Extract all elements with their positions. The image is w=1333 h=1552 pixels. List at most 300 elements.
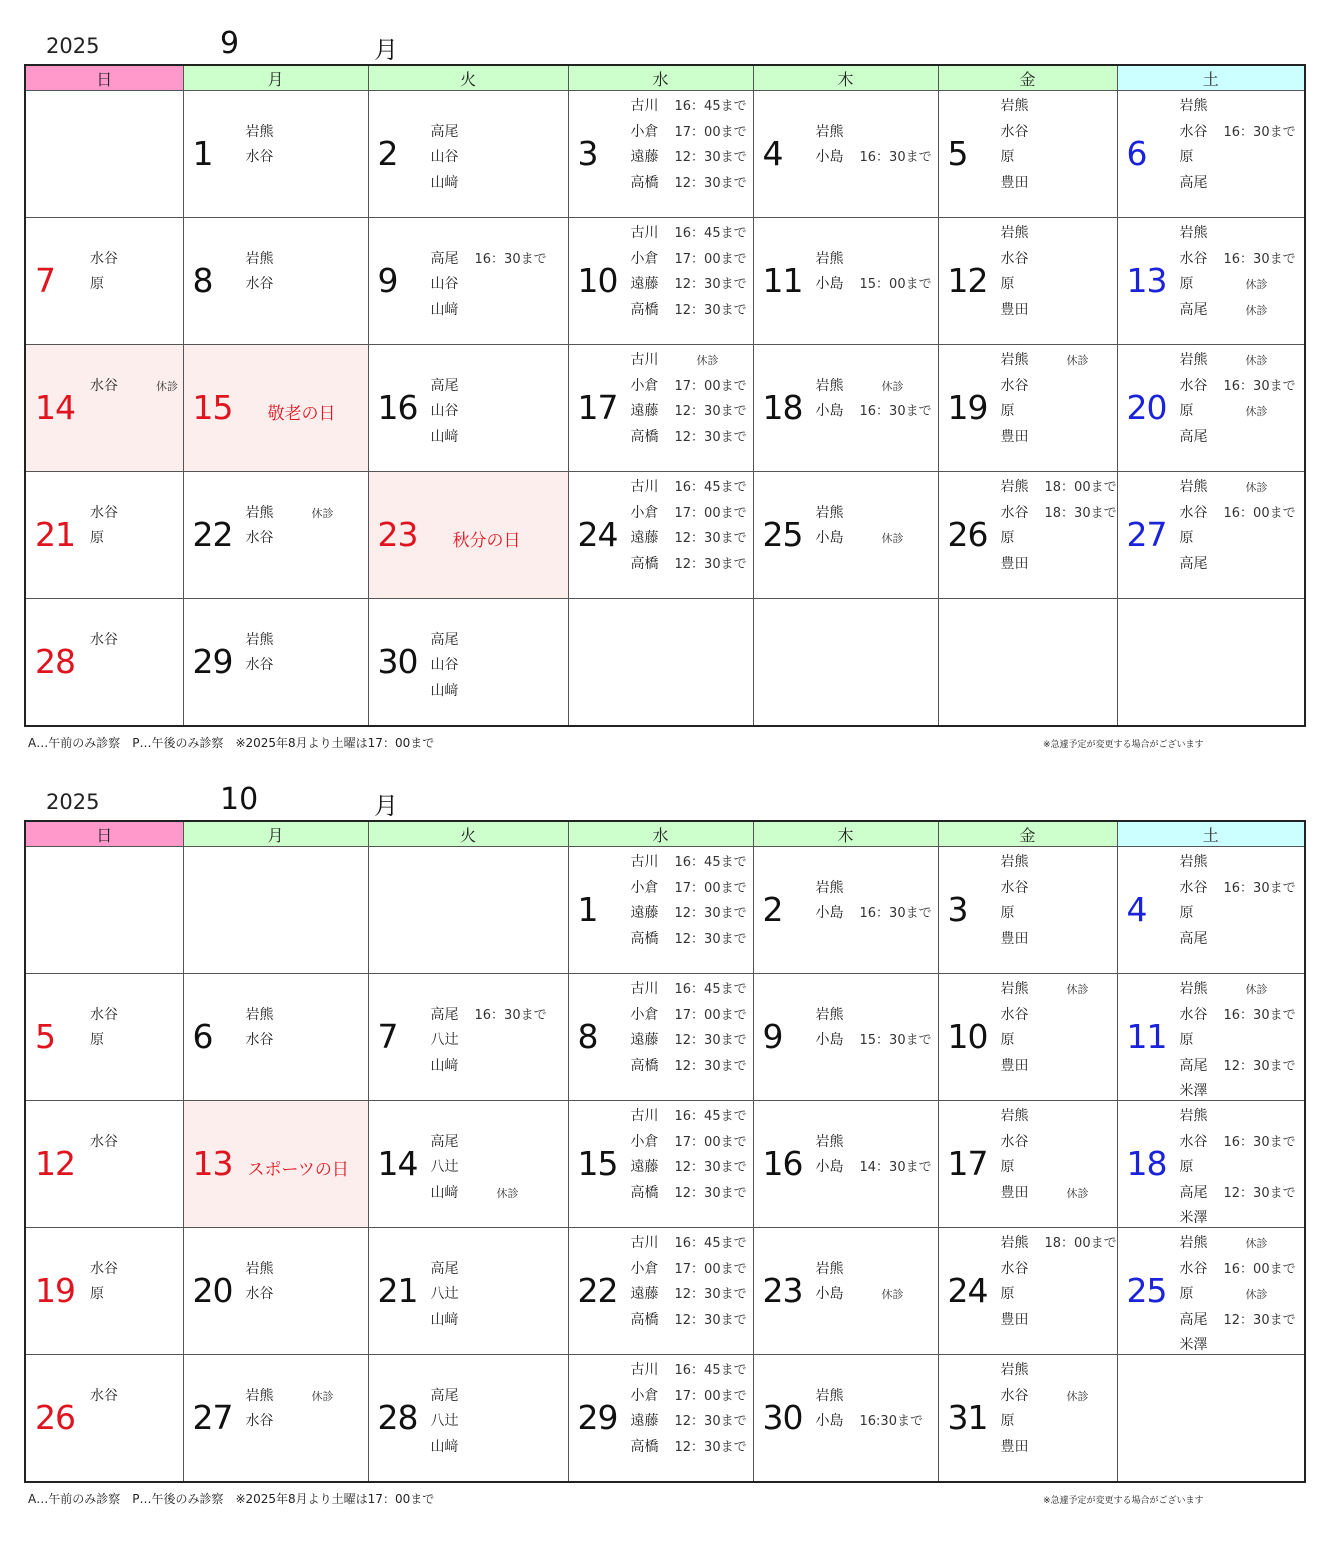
month-grid (24, 64, 1306, 727)
doctor-entry (631, 926, 747, 952)
doctor-name: 岩熊 (245, 1260, 274, 1277)
day-number: 27 (192, 1398, 233, 1437)
doctor-name: 岩熊 (815, 377, 844, 394)
doctor-entry (816, 398, 932, 424)
doctor-name: 遠藤 (630, 1159, 659, 1175)
day-cell-content (1118, 345, 1305, 471)
hours-note: 17：00まで (674, 880, 747, 896)
holiday-name: 秋分の日 (452, 531, 521, 551)
day-cell-content (369, 1355, 568, 1481)
holiday-name: スポーツの日 (247, 1160, 349, 1180)
doctor-entry (1180, 119, 1296, 145)
hours-note: 16：45まで (674, 99, 747, 114)
doctor-name: 水谷 (90, 250, 118, 267)
footer-note-legend: A…午前のみ診察 P…午後のみ診察 ※2025年8月より土曜は17：00まで (28, 1492, 435, 1506)
day-cell (753, 472, 938, 599)
day-number: 26 (947, 515, 988, 554)
day-number: 9 (377, 261, 398, 300)
hours-note: 17：00まで (674, 505, 747, 521)
doctor-name: 山谷 (430, 276, 459, 292)
calendar-header (0, 28, 1333, 64)
doctor-name: 水谷 (1000, 123, 1029, 140)
doctor-entry (1180, 500, 1296, 526)
empty-cell (938, 599, 1117, 727)
doctor-name: 小島 (815, 1413, 844, 1429)
doctor-name: 小島 (815, 276, 844, 292)
doctor-entry (1180, 297, 1268, 323)
doctor-entry (246, 1002, 290, 1028)
doctor-name: 岩熊 (1179, 854, 1208, 870)
doctor-name: 水谷 (90, 1133, 118, 1150)
hours-note: 18：30まで (1044, 505, 1117, 521)
doctor-name: 水谷 (1179, 879, 1208, 896)
doctor-name: 豊田 (1000, 930, 1029, 947)
day-cell (938, 345, 1117, 472)
doctor-entry (1001, 1230, 1117, 1256)
weekday-mon: 月 (183, 65, 368, 91)
doctor-entry (1180, 398, 1268, 424)
holiday-name: 敬老の日 (267, 404, 336, 424)
doctor-entry (1001, 1408, 1045, 1434)
doctor-name: 小島 (815, 149, 844, 165)
closed-note: 休診 (881, 1288, 904, 1301)
doctor-name: 遠藤 (630, 403, 659, 419)
doctor-entry (631, 1357, 747, 1383)
day-cell-content (939, 847, 1117, 973)
doctor-entry (1001, 93, 1045, 119)
day-number: 20 (192, 1271, 233, 1310)
day-cell (1117, 847, 1305, 974)
doctor-name: 水谷 (1000, 250, 1029, 267)
doctor-name: 水谷 (1179, 504, 1208, 521)
doctor-name: 岩熊 (1000, 981, 1029, 997)
doctor-entry (90, 525, 134, 551)
doctor-name: 小倉 (630, 1260, 659, 1277)
doctor-entry (431, 1408, 475, 1434)
doctor-name: 山﨑 (430, 1057, 459, 1074)
doctor-name: 古川 (630, 98, 659, 114)
doctor-name: 小倉 (630, 250, 659, 267)
hours-note: 12：30まで (674, 1312, 747, 1328)
day-cell-content (939, 974, 1117, 1100)
day-cell (25, 1228, 183, 1355)
doctor-name: 岩熊 (1000, 352, 1029, 368)
day-cell-content (1118, 599, 1305, 725)
doctor-entry (631, 1256, 747, 1282)
doctor-name: 高尾 (1179, 1057, 1208, 1074)
day-cell (183, 472, 368, 599)
week-row (25, 1355, 1305, 1483)
day-cell (368, 472, 568, 599)
weekday-wed: 水 (568, 821, 753, 847)
doctor-name: 豊田 (1000, 1311, 1029, 1328)
week-row (25, 345, 1305, 472)
day-number: 22 (577, 1271, 618, 1310)
doctor-entry (816, 1027, 932, 1053)
month-number: 10 (220, 782, 259, 817)
weekday-wed: 水 (568, 65, 753, 91)
doctor-name: 高尾 (430, 1260, 459, 1277)
calendar-header (0, 784, 1333, 820)
day-cell-content (754, 599, 938, 725)
doctor-name: 遠藤 (630, 1286, 659, 1302)
hours-note: 12：30まで (674, 556, 747, 572)
doctor-entry (1180, 976, 1268, 1002)
day-number: 24 (577, 515, 618, 554)
doctor-entry (1180, 1230, 1268, 1256)
doctor-entry (631, 347, 719, 373)
doctor-entry (246, 1408, 290, 1434)
day-number: 1 (192, 134, 213, 173)
hours-note: 12：30まで (674, 150, 747, 165)
day-cell (1117, 345, 1305, 472)
doctor-entry (631, 1408, 747, 1434)
doctor-name: 小倉 (630, 1133, 659, 1150)
doctor-name: 豊田 (1000, 174, 1029, 191)
day-cell-content (26, 974, 183, 1100)
day-cell-content (754, 1355, 938, 1481)
day-number: 17 (577, 388, 618, 427)
day-cell (568, 218, 753, 345)
day-cell (753, 345, 938, 472)
doctor-name: 山﨑 (430, 1184, 459, 1201)
day-cell-content (1118, 472, 1305, 598)
doctor-name: 水谷 (1179, 1133, 1208, 1150)
closed-note: 休診 (1245, 303, 1268, 317)
doctor-entry (1001, 1180, 1089, 1206)
day-cell-content (369, 1228, 568, 1354)
hours-note: 12：30まで (674, 175, 747, 191)
doctor-entry (816, 875, 860, 901)
day-cell (183, 218, 368, 345)
day-cell-content (754, 974, 938, 1100)
day-cell-content (26, 847, 183, 973)
day-cell-content (26, 1355, 183, 1481)
hours-note: 16：45まで (674, 1236, 747, 1251)
doctor-name: 古川 (630, 1108, 659, 1124)
doctor-entry (816, 119, 860, 145)
day-number: 2 (377, 134, 398, 173)
doctor-entry (431, 297, 475, 323)
doctor-name: 岩熊 (1000, 1235, 1029, 1251)
weekday-sun: 日 (25, 821, 183, 847)
week-row (25, 472, 1305, 599)
doctor-name: 豊田 (1000, 1057, 1029, 1074)
doctor-name: 原 (1000, 276, 1015, 292)
doctor-entry (631, 1002, 747, 1028)
day-number: 13 (1126, 261, 1167, 300)
doctor-name: 水谷 (245, 530, 274, 546)
doctor-name: 原 (1000, 905, 1015, 921)
doctor-entry (1180, 1180, 1296, 1206)
doctor-name: 小倉 (630, 377, 659, 394)
doctor-name: 遠藤 (630, 1032, 659, 1048)
doctor-name: 高尾 (430, 1133, 459, 1150)
day-cell-content (26, 218, 183, 344)
week-row (25, 847, 1305, 974)
day-number: 14 (377, 1144, 418, 1183)
hours-note: 12：30まで (674, 1058, 747, 1074)
footer-note-change: ※急遽予定が変更する場合がございます (1043, 740, 1204, 750)
day-cell (1117, 472, 1305, 599)
doctor-name: 原 (90, 276, 104, 292)
doctor-name: 小島 (815, 1032, 844, 1048)
doctor-entry (1001, 144, 1045, 170)
doctor-name: 水谷 (1179, 250, 1208, 267)
doctor-name: 水谷 (1000, 879, 1029, 896)
weekday-sat: 土 (1117, 821, 1305, 847)
closed-note: 休診 (1066, 1186, 1089, 1200)
doctor-entry (431, 1281, 475, 1307)
doctor-name: 水谷 (1179, 377, 1208, 394)
day-number: 13 (192, 1144, 233, 1183)
day-number: 15 (577, 1144, 618, 1183)
doctor-entry (431, 373, 475, 399)
day-cell-content (184, 1101, 368, 1227)
day-cell (938, 974, 1117, 1101)
day-cell-content (184, 218, 368, 344)
day-number: 15 (192, 388, 233, 427)
doctor-entry (431, 1053, 475, 1079)
doctor-name: 水谷 (90, 1260, 118, 1277)
doctor-name: 岩熊 (815, 1133, 844, 1150)
doctor-entry (1001, 1002, 1045, 1028)
day-cell (368, 1355, 568, 1483)
day-cell (568, 974, 753, 1101)
doctor-name: 高橋 (630, 174, 659, 191)
hours-note: 15：30まで (859, 1033, 932, 1048)
day-cell-content (184, 345, 368, 471)
doctor-name: 小倉 (630, 123, 659, 140)
day-cell (568, 472, 753, 599)
doctor-name: 高尾 (1179, 428, 1208, 445)
doctor-entry (431, 246, 547, 272)
doctor-entry (631, 1230, 747, 1256)
closed-note: 休診 (1245, 1288, 1268, 1301)
day-cell-content (569, 1228, 753, 1354)
day-number: 4 (762, 134, 783, 173)
doctor-entry (816, 1154, 932, 1180)
doctor-name: 原 (90, 1286, 104, 1302)
day-cell (368, 974, 568, 1101)
hours-note: 12：30まで (674, 302, 747, 318)
doctor-name: 水谷 (245, 149, 274, 165)
doctor-entry (1001, 1103, 1045, 1129)
day-cell (938, 472, 1117, 599)
doctor-name: 高尾 (1179, 930, 1208, 947)
doctor-name: 米澤 (1179, 1083, 1208, 1099)
doctor-entry (1180, 474, 1268, 500)
doctor-entry (246, 1383, 334, 1409)
day-cell-content (939, 1101, 1117, 1227)
doctor-entry (90, 500, 134, 526)
doctor-entry (246, 500, 334, 526)
doctor-name: 原 (1000, 1286, 1015, 1302)
doctor-name: 岩熊 (245, 250, 274, 267)
hours-note: 16：00まで (1223, 1261, 1296, 1277)
doctor-entry (1180, 1103, 1224, 1129)
doctor-entry (431, 271, 475, 297)
closed-note: 休診 (1245, 354, 1268, 367)
doctor-entry (1001, 398, 1045, 424)
doctor-name: 岩熊 (1179, 352, 1208, 368)
doctor-name: 小島 (815, 905, 844, 921)
day-cell (568, 1355, 753, 1483)
empty-cell (1117, 1355, 1305, 1483)
doctor-name: 岩熊 (815, 879, 844, 896)
doctor-entry (1001, 1129, 1045, 1155)
week-row (25, 974, 1305, 1101)
doctor-entry (431, 627, 475, 653)
doctor-entry (1001, 246, 1045, 272)
doctor-entry (1001, 926, 1045, 952)
doctor-entry (631, 1103, 747, 1129)
day-cell (1117, 1228, 1305, 1355)
day-number: 12 (947, 261, 988, 300)
weekday-fri: 金 (938, 821, 1117, 847)
doctor-entry (246, 1256, 290, 1282)
doctor-name: 原 (1179, 403, 1194, 419)
hours-note: 17：00まで (674, 1134, 747, 1150)
doctor-name: 豊田 (1000, 301, 1029, 318)
doctor-entry (1001, 1154, 1045, 1180)
day-cell-content (369, 472, 568, 598)
doctor-entry (631, 1129, 747, 1155)
hours-note: 17：00まで (674, 251, 747, 267)
doctor-entry (1001, 551, 1045, 577)
doctor-entry (816, 525, 904, 551)
doctor-entry (1001, 474, 1117, 500)
doctor-name: 水谷 (1179, 1260, 1208, 1277)
doctor-name: 遠藤 (630, 149, 659, 165)
doctor-entry (1180, 1053, 1296, 1079)
doctor-entry (90, 1281, 134, 1307)
hours-note: 16：30まで (1223, 880, 1296, 896)
doctor-name: 水谷 (1000, 377, 1029, 394)
doctor-name: 水谷 (245, 276, 274, 292)
doctor-entry (1180, 144, 1224, 170)
day-number: 21 (35, 515, 75, 554)
closed-note: 休診 (881, 379, 904, 393)
closed-note: 休診 (696, 354, 719, 367)
empty-cell (25, 847, 183, 974)
empty-cell (568, 599, 753, 727)
doctor-name: 岩熊 (1000, 1362, 1029, 1378)
hours-note: 18：00まで (1044, 1236, 1117, 1251)
day-number: 30 (377, 642, 418, 681)
doctor-entry (631, 1053, 747, 1079)
doctor-entry (1001, 347, 1089, 373)
doctor-entry (1180, 1027, 1224, 1053)
doctor-entry (246, 271, 290, 297)
day-number: 29 (192, 642, 233, 681)
doctor-entry (1180, 1129, 1296, 1155)
day-number: 29 (577, 1398, 618, 1437)
doctor-name: 岩熊 (815, 1387, 844, 1404)
day-number: 18 (762, 388, 803, 427)
doctor-name: 岩熊 (245, 504, 274, 521)
day-number: 5 (947, 134, 968, 173)
doctor-entry (631, 220, 747, 246)
doctor-entry (90, 627, 134, 653)
day-cell-content (1118, 974, 1305, 1100)
empty-cell (753, 599, 938, 727)
doctor-name: 岩熊 (245, 631, 274, 648)
doctor-entry (431, 1002, 547, 1028)
doctor-entry (631, 1307, 747, 1333)
day-cell (753, 1101, 938, 1228)
doctor-name: 原 (1179, 1159, 1194, 1175)
doctor-entry (1001, 1256, 1045, 1282)
doctor-entry (631, 373, 747, 399)
day-cell (1117, 218, 1305, 345)
doctor-entry (631, 1027, 747, 1053)
day-cell (753, 974, 938, 1101)
doctor-name: 岩熊 (1000, 1108, 1029, 1124)
doctor-name: 遠藤 (630, 530, 659, 546)
week-row (25, 1228, 1305, 1355)
day-cell-content (26, 599, 183, 725)
doctor-name: 岩熊 (1179, 98, 1208, 114)
doctor-entry (1001, 525, 1045, 551)
day-cell (368, 91, 568, 218)
year-label: 2025 (46, 34, 100, 58)
weekday-tue: 火 (368, 821, 568, 847)
doctor-name: 高尾 (430, 1387, 459, 1404)
closed-note: 休診 (1066, 354, 1089, 367)
doctor-name: 高橋 (630, 1057, 659, 1074)
day-cell-content (26, 472, 183, 598)
day-cell-content (1118, 1101, 1305, 1227)
day-cell (753, 91, 938, 218)
closed-note: 休診 (496, 1186, 519, 1200)
hours-note: 12：30まで (674, 1185, 747, 1201)
doctor-entry (90, 1256, 134, 1282)
day-cell-content (184, 472, 368, 598)
doctor-entry (246, 119, 290, 145)
doctor-name: 原 (1179, 1032, 1194, 1048)
day-cell-content (369, 1101, 568, 1227)
hours-note: 12：30まで (1223, 1185, 1296, 1201)
doctor-entry (90, 1002, 134, 1028)
doctor-entry (1180, 900, 1224, 926)
doctor-entry (631, 93, 747, 119)
doctor-entry (90, 1129, 134, 1155)
doctor-entry (90, 246, 134, 272)
day-cell (25, 218, 183, 345)
doctor-entry (1001, 1357, 1045, 1383)
day-cell-content (939, 218, 1117, 344)
day-cell-content (569, 599, 753, 725)
day-number: 7 (377, 1017, 398, 1056)
doctor-name: 水谷 (245, 1413, 274, 1429)
doctor-entry (631, 500, 747, 526)
week-rows (25, 847, 1305, 1483)
day-cell (25, 345, 183, 472)
hours-note: 16：45まで (674, 480, 747, 495)
day-number: 10 (947, 1017, 988, 1056)
doctor-entry (431, 119, 475, 145)
doctor-name: 高尾 (430, 1006, 459, 1023)
closed-note: 休診 (311, 1389, 334, 1403)
day-cell-content (1118, 91, 1305, 217)
day-cell (938, 1228, 1117, 1355)
hours-note: 17：00まで (674, 1261, 747, 1277)
hours-note: 12：30まで (1223, 1058, 1296, 1074)
day-number: 6 (1126, 134, 1147, 173)
doctor-entry (631, 144, 747, 170)
doctor-entry (1180, 849, 1224, 875)
